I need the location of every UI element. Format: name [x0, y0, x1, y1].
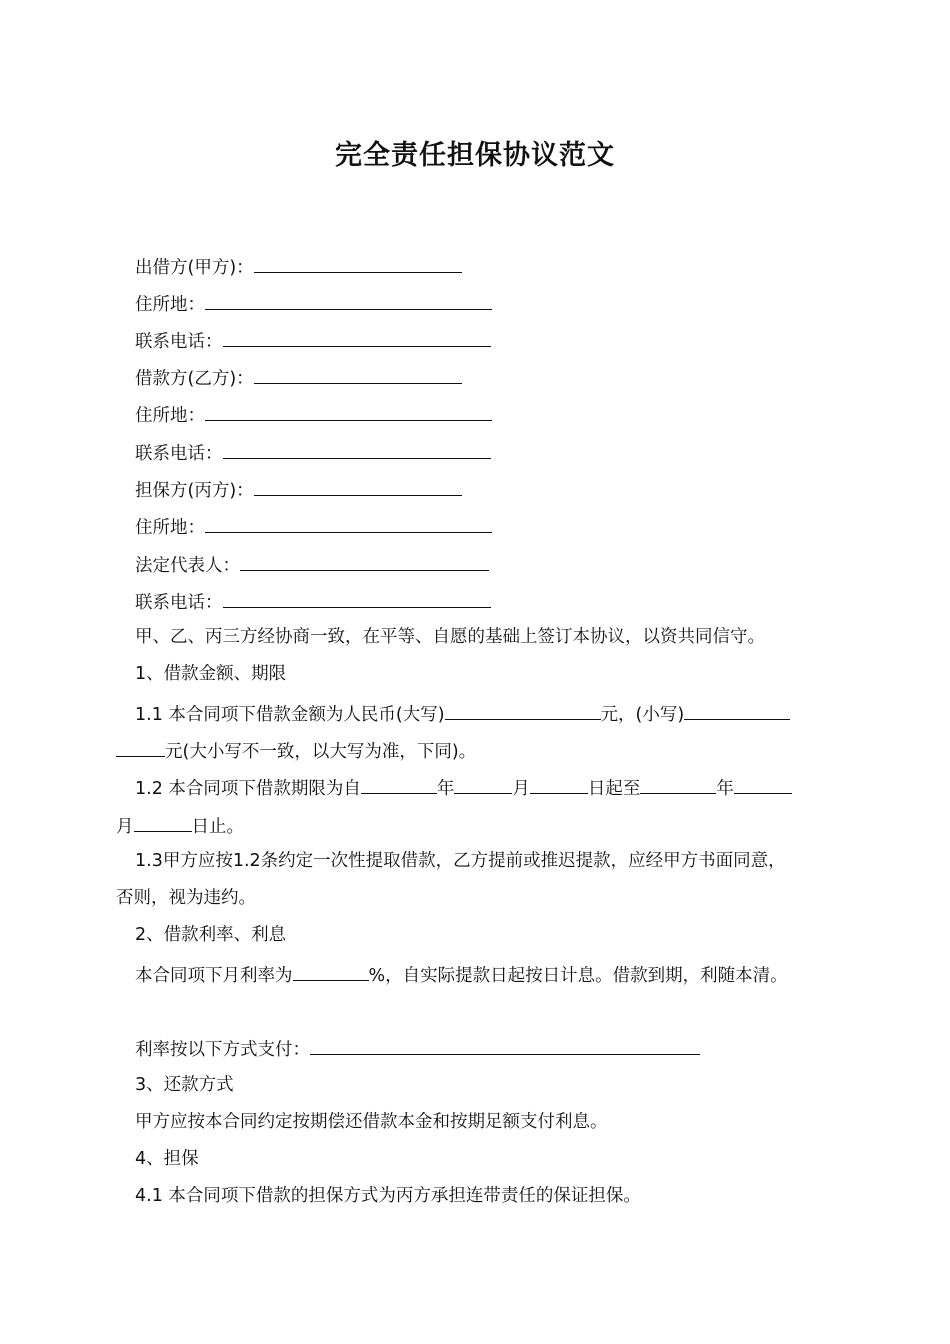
clause-1-1-text-b: 元，(小写): [600, 705, 685, 725]
end-year-blank[interactable]: [640, 774, 716, 794]
guarantor-row: [135, 476, 462, 503]
guarantor-rep-label: 法定代表人：: [135, 556, 240, 576]
section-2-heading: 2、借款利率、利息: [135, 925, 287, 945]
amount-lowercase-blank[interactable]: [684, 700, 790, 720]
lender-address-label: 住所地：: [135, 295, 205, 315]
payment-method-label: 利率按以下方式支付：: [135, 1040, 310, 1060]
intro-paragraph: 甲、乙、丙三方经协商一致，在平等、自愿的基础上签订本协议，以资共同信守。: [135, 627, 765, 647]
borrower-phone-label: 联系电话：: [135, 444, 223, 464]
clause-1-2-year2: 年: [716, 779, 734, 799]
rate-text-a: 本合同项下月利率为: [135, 966, 293, 986]
borrower-blank[interactable]: [254, 364, 462, 384]
borrower-phone-blank[interactable]: [223, 439, 491, 459]
document-title: 完全责任担保协议范文: [335, 140, 615, 171]
start-month-blank[interactable]: [454, 774, 512, 794]
guarantor-phone-row: [135, 588, 491, 615]
end-day-blank[interactable]: [134, 812, 192, 832]
lender-phone-row: [135, 327, 491, 354]
monthly-rate-blank[interactable]: [293, 961, 369, 981]
clause-1-3-line-2: 否则，视为违约。: [116, 888, 256, 908]
lender-blank[interactable]: [254, 253, 462, 273]
clause-1-1-line-2: [116, 737, 476, 764]
guarantor-rep-row: [135, 551, 489, 578]
lender-phone-label: 联系电话：: [135, 332, 223, 352]
guarantor-label: 担保方(丙方)：: [135, 481, 254, 501]
guarantor-phone-blank[interactable]: [223, 588, 491, 608]
clause-4-1: 4.1 本合同项下借款的担保方式为丙方承担连带责任的保证担保。: [135, 1186, 641, 1206]
amount-uppercase-blank[interactable]: [445, 700, 601, 720]
amount-lowercase-blank-cont[interactable]: [116, 737, 165, 757]
guarantor-rep-blank[interactable]: [240, 551, 489, 571]
clause-1-2-month: 月: [512, 779, 530, 799]
clause-1-1-text-a: 1.1 本合同项下借款金额为人民币(大写): [135, 705, 445, 725]
clause-1-1-line-1: [135, 700, 790, 727]
rate-line: [135, 961, 788, 988]
section-4-heading: 4、担保: [135, 1149, 199, 1169]
borrower-label: 借款方(乙方)：: [135, 369, 254, 389]
lender-label: 出借方(甲方)：: [135, 258, 254, 278]
clause-1-2-text-a: 1.2 本合同项下借款期限为自: [135, 779, 361, 799]
borrower-row: [135, 364, 462, 391]
section-1-heading: 1、借款金额、期限: [135, 664, 287, 684]
guarantor-address-label: 住所地：: [135, 518, 205, 538]
guarantor-address-row: [135, 513, 492, 540]
rate-text-b: %，自实际提款日起按日计息。借款到期，利随本清。: [368, 966, 788, 986]
end-month-blank-a[interactable]: [734, 774, 792, 794]
clause-1-2-line-1: [135, 774, 792, 801]
lender-phone-blank[interactable]: [223, 327, 491, 347]
lender-address-row: [135, 290, 492, 317]
payment-method-blank[interactable]: [310, 1035, 700, 1055]
clause-1-2-end: 日止。: [191, 817, 244, 837]
lender-row: [135, 253, 462, 280]
borrower-address-label: 住所地：: [135, 406, 205, 426]
clause-1-2-year: 年: [436, 779, 455, 799]
borrower-address-row: [135, 401, 492, 428]
guarantor-address-blank[interactable]: [205, 513, 492, 533]
clause-1-2-from: 日起至: [587, 779, 641, 799]
clause-1-2-line-2: [116, 812, 244, 839]
guarantor-phone-label: 联系电话：: [135, 593, 223, 613]
borrower-address-blank[interactable]: [205, 401, 492, 421]
borrower-phone-row: [135, 439, 491, 466]
lender-address-blank[interactable]: [205, 290, 492, 310]
guarantor-blank[interactable]: [254, 476, 462, 496]
section-3-text: 甲方应按本合同约定按期偿还借款本金和按期足额支付利息。: [135, 1112, 608, 1132]
section-3-heading: 3、还款方式: [135, 1075, 234, 1095]
clause-1-1-text-c: 元(大小写不一致，以大写为准，下同)。: [165, 742, 477, 762]
clause-1-3-line-1: 1.3甲方应按1.2条约定一次性提取借款，乙方提前或推迟提款，应经甲方书面同意，: [135, 851, 786, 871]
start-year-blank[interactable]: [361, 774, 437, 794]
payment-method-row: [135, 1035, 700, 1062]
clause-1-2-month2: 月: [116, 817, 134, 837]
start-day-blank[interactable]: [530, 774, 588, 794]
